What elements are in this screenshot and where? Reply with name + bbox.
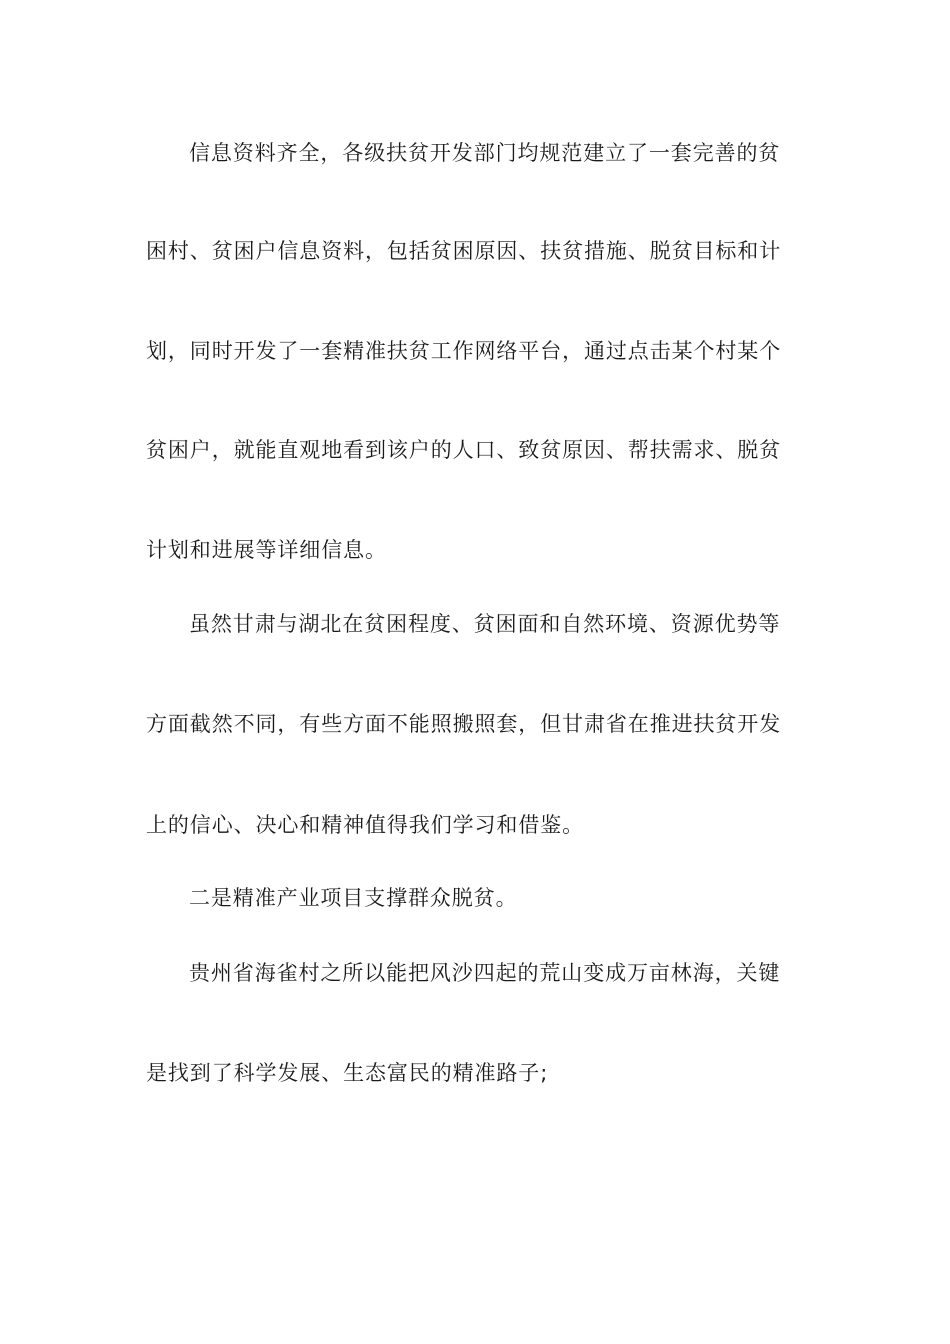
- paragraph-1-line-5: 计划和进展等详细信息。: [146, 538, 387, 562]
- paragraph-1-line-2: 困村、贫困户信息资料，包括贫困原因、扶贫措施、脱贫目标和计: [146, 239, 782, 263]
- paragraph-2-line-3: 上的信心、决心和精神值得我们学习和借鉴。: [146, 813, 584, 837]
- paragraph-1-line-3: 划，同时开发了一套精准扶贫工作网络平台，通过点击某个村某个: [146, 339, 782, 363]
- paragraph-4-line-1: 贵州省海雀村之所以能把风沙四起的荒山变成万亩林海，关键: [189, 961, 781, 985]
- paragraph-3-line-1: 二是精准产业项目支撑群众脱贫。: [189, 886, 518, 910]
- paragraph-1-line-4: 贫困户，就能直观地看到该户的人口、致贫原因、帮扶需求、脱贫: [146, 438, 782, 462]
- paragraph-2-line-1: 虽然甘肃与湖北在贫困程度、贫困面和自然环境、资源优势等: [189, 612, 781, 636]
- paragraph-1-line-1: 信息资料齐全，各级扶贫开发部门均规范建立了一套完善的贫: [189, 141, 781, 165]
- paragraph-2-line-2: 方面截然不同，有些方面不能照搬照套，但甘肃省在推进扶贫开发: [146, 712, 782, 736]
- paragraph-4-line-2: 是找到了科学发展、生态富民的精准路子;: [146, 1061, 549, 1085]
